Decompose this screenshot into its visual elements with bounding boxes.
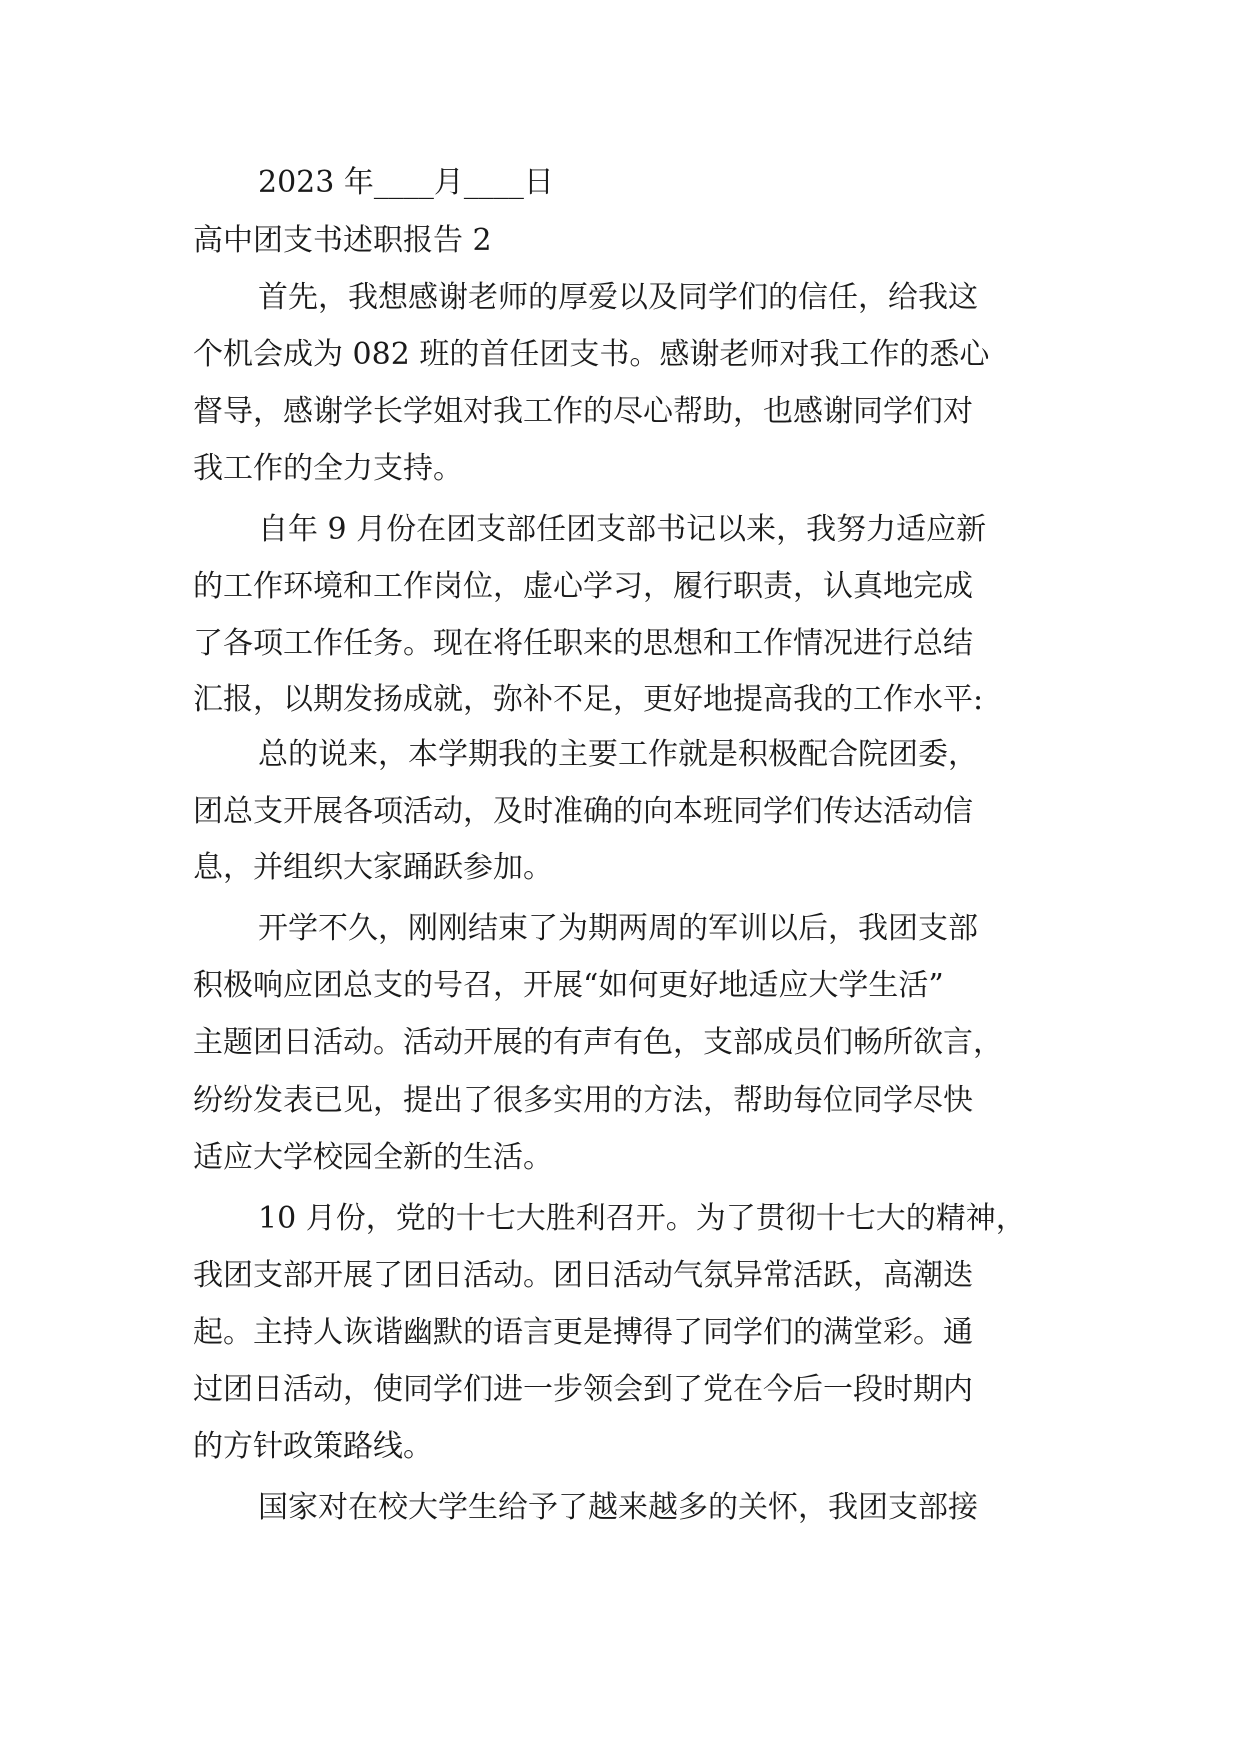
text-line: 的工作环境和工作岗位，虚心学习，履行职责，认真地完成	[193, 569, 973, 604]
text-line: 起。主持人诙谐幽默的语言更是搏得了同学们的满堂彩。通	[193, 1315, 973, 1350]
text-line: 主题团日活动。活动开展的有声有色，支部成员们畅所欲言，	[193, 1025, 1003, 1060]
text-line: 的方针政策路线。	[193, 1429, 433, 1464]
text-line: 首先，我想感谢老师的厚爱以及同学们的信任，给我这	[258, 280, 978, 315]
text-line: 纷纷发表已见，提出了很多实用的方法，帮助每位同学尽快	[193, 1083, 973, 1118]
text-line: 10 月份，党的十七大胜利召开。为了贯彻十七大的精神，	[258, 1201, 1026, 1236]
text-line: 了各项工作任务。现在将任职来的思想和工作情况进行总结	[193, 626, 973, 661]
text-line: 督导，感谢学长学姐对我工作的尽心帮助，也感谢同学们对	[193, 394, 973, 429]
text-line: 团总支开展各项活动，及时准确的向本班同学们传达活动信	[193, 794, 973, 829]
text-line: 我团支部开展了团日活动。团日活动气氛异常活跃，高潮迭	[193, 1258, 973, 1293]
text-line: 开学不久，刚刚结束了为期两周的军训以后，我团支部	[258, 911, 978, 946]
text-line: 积极响应团总支的号召，开展“如何更好地适应大学生活”	[193, 968, 944, 1003]
text-line: 总的说来，本学期我的主要工作就是积极配合院团委，	[258, 737, 978, 772]
text-line: 汇报，以期发扬成就，弥补不足，更好地提高我的工作水平:	[193, 682, 984, 717]
document-title: 高中团支书述职报告 2	[193, 223, 492, 258]
text-line: 个机会成为 082 班的首任团支书。感谢老师对我工作的悉心	[193, 337, 990, 372]
text-line: 适应大学校园全新的生活。	[193, 1140, 553, 1175]
text-line: 国家对在校大学生给予了越来越多的关怀，我团支部接	[258, 1490, 978, 1525]
date-line: 2023 年____月____日	[258, 165, 554, 200]
text-line: 我工作的全力支持。	[193, 451, 463, 486]
text-line: 自年 9 月份在团支部任团支部书记以来，我努力适应新	[258, 512, 987, 547]
text-line: 过团日活动，使同学们进一步领会到了党在今后一段时期内	[193, 1372, 973, 1407]
text-line: 息，并组织大家踊跃参加。	[193, 850, 553, 885]
